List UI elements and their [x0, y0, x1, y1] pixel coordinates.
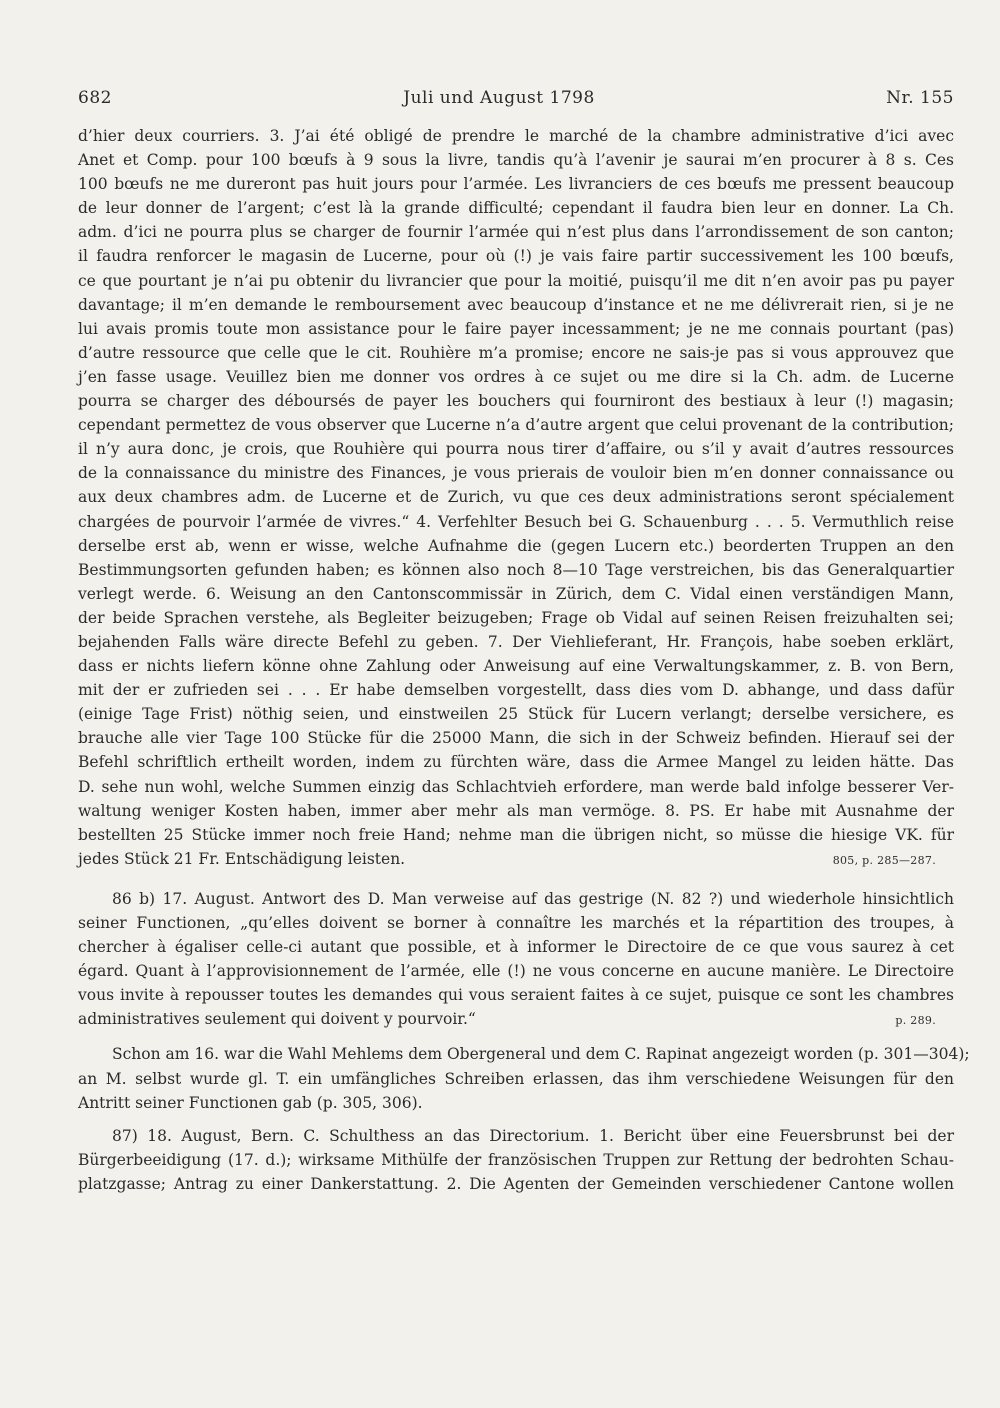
text-line-with-reference: [78, 847, 954, 873]
text-line: bestellten 25 Stücke immer noch freie Hand; nehme man die übrigen nicht, so müsse die hiesige VK. für: [78, 825, 954, 844]
text-line: verlegt werde. 6. Weisung an den Cantonscommissär in Zürich, dem C. Vidal einen verständigen Mann,: [78, 584, 954, 603]
paragraph-1: [78, 124, 954, 873]
text-line: d’hier deux courriers. 3. J’ai été obligé de prendre le marché de la chambre administrative d’ici avec: [78, 127, 954, 145]
text-line: de la connaissance du ministre des Finances, je vous prierais de vouloir bien m’en donner connaissance ou: [78, 464, 954, 483]
text-line: administratives seulement qui doivent y pourvoir.“: [78, 1010, 476, 1029]
text-line: ce que pourtant je n’ai pu obtenir du livrancier que pour la moitié, puisqu’il me dit n’en avoir pas pu payer: [78, 271, 954, 290]
text-line: aux deux chambres adm. de Lucerne et de Zurich, vu que ces deux administrations seront spécialement: [78, 488, 954, 507]
text-line: Bürgerbeeidigung (17. d.); wirksame Mithülfe der französischen Truppen zur Rettung der bedrohten Schau-: [78, 1150, 954, 1169]
issue-number: Nr. 155: [886, 88, 954, 108]
source-reference: 805, p. 285—287.: [832, 853, 936, 867]
text-line: chercher à égaliser celle-ci autant que possible, et à informer le Directoire de ce que vous saurez à cet: [78, 938, 954, 957]
text-line: Schon am 16. war die Wahl Mehlems dem Obergeneral und dem C. Rapinat angezeigt worden (p. 301—304);: [112, 1045, 970, 1064]
text-line: Antritt seiner Functionen gab (p. 305, 306).: [78, 1093, 423, 1112]
text-line: an M. selbst wurde gl. T. ein umfängliches Schreiben erlassen, das ihm verschiedene Weisungen für den: [78, 1069, 954, 1088]
text-line: lui avais promis toute mon assistance pour le faire payer incessamment; je ne me connais pourtant (pas): [78, 319, 954, 338]
paragraph-4: [78, 1124, 954, 1196]
paragraph-3: [78, 1042, 970, 1114]
text-line: chargées de pourvoir l’armée de vivres.“ 4. Verfehlter Besuch bei G. Schauenburg . . . 5. Vermuthlich reise: [78, 512, 954, 531]
page-number: 682: [78, 88, 112, 108]
text-line: brauche alle vier Tage 100 Stücke für die 25000 Mann, die sich in der Schweiz befinden. Hierauf sei der: [78, 729, 954, 748]
text-line: pourra se charger des déboursés de payer les bouchers qui fourniront des bestiaux à leur (!) magasin;: [78, 392, 954, 411]
text-line: Befehl schriftlich ertheilt worden, indem zu fürchten wäre, dass die Armee Mangel zu leiden hätte. Das: [78, 753, 954, 772]
text-line: der beide Sprachen verstehe, als Begleiter beizugeben; Frage ob Vidal auf seinen Reisen freizuhalten sei;: [78, 608, 954, 627]
text-line: 87) 18. August, Bern. C. Schulthess an das Directorium. 1. Bericht über eine Feuersbrunst bei der: [112, 1126, 954, 1145]
text-line: j’en fasse usage. Veuillez bien me donner vos ordres à ce sujet ou me dire si la Ch. adm. de Lucerne: [78, 367, 954, 386]
text-line: bejahenden Falls wäre directe Befehl zu geben. 7. Der Viehlieferant, Hr. François, habe soeben erklärt,: [78, 632, 954, 651]
text-line-with-reference: [78, 1007, 954, 1033]
text-line: D. sehe nun wohl, welche Summen einzig das Schlachtvieh erfordere, man werde bald infolge besserer Ver-: [78, 777, 954, 796]
text-line: platzgasse; Antrag zu einer Dankerstattung. 2. Die Agenten der Gemeinden verschiedener Cantone wollen: [78, 1174, 954, 1193]
text-line: de leur donner de l’argent; c’est là la grande difficulté; cependant il faudra bien leur en donner. La Ch.: [78, 199, 954, 218]
text-line: mit der er zufrieden sei . . . Er habe demselben vorgestellt, dass dies vom D. abhange, und dass dafür: [78, 681, 954, 700]
source-reference: p. 289.: [895, 1014, 936, 1028]
text-line: 86 b) 17. August. Antwort des D. Man verweise auf das gestrige (N. 82 ?) und wiederhole hinsichtlich: [112, 889, 954, 908]
running-header: [78, 88, 954, 108]
text-line: jedes Stück 21 Fr. Entschädigung leisten.: [78, 849, 406, 868]
text-line: d’autre ressource que celle que le cit. Rouhière m’a promise; encore ne sais-je pas si vous approuvez que: [78, 343, 954, 362]
text-line: dass er nichts liefern könne ohne Zahlung oder Anweisung auf eine Verwaltungskammer, z. B. von Bern,: [78, 657, 954, 676]
text-line: cependant permettez de vous observer que Lucerne n’a d’autre argent que celui provenant de la contribution;: [78, 416, 954, 435]
text-line: Anet et Comp. pour 100 bœufs à 9 sous la livre, tandis qu’à l’avenir je saurai m’en procurer à 8 s. Ces: [78, 151, 954, 170]
text-line: égard. Quant à l’approvisionnement de l’armée, elle (!) ne vous concerne en aucune manière. Le Directoire: [78, 962, 954, 981]
text-line: il n’y aura donc, je crois, que Rouhière qui pourra nous tirer d’affaire, ou s’il y avait d’autres ressources: [78, 440, 954, 459]
text-line: adm. d’ici ne pourra plus se charger de fournir l’armée qui n’est plus dans l’arrondissement de son canton;: [78, 223, 954, 242]
text-line: il faudra renforcer le magasin de Lucerne, pour où (!) je vais faire partir successivement les 100 bœufs,: [78, 247, 954, 266]
text-line: davantage; il m’en demande le remboursement avec beaucoup d’instance et ne me délivrerait rien, si je ne: [78, 295, 954, 314]
text-line: 100 bœufs ne me dureront pas huit jours pour l’armée. Les livranciers de ces bœufs me pressent beaucoup: [78, 175, 954, 194]
running-title: Juli und August 1798: [403, 88, 595, 108]
text-line: waltung weniger Kosten haben, immer aber mehr als man vermöge. 8. PS. Er habe mit Ausnahme der: [78, 801, 954, 820]
text-line: Bestimmungsorten gefunden haben; es können also noch 8—10 Tage verstreichen, bis das Generalquartier: [78, 560, 954, 579]
text-line: derselbe erst ab, wenn er wisse, welche Aufnahme die (gegen Lucern etc.) beorderten Truppen an den: [78, 536, 954, 555]
text-line: seiner Functionen, „qu’elles doivent se borner à connaître les marchés et la répartition des troupes, à: [78, 914, 954, 932]
paragraph-2: [78, 887, 954, 1034]
text-line: vous invite à repousser toutes les demandes qui vous seraient faites à ce sujet, puisque ce sont les chambres: [78, 986, 954, 1005]
text-line: (einige Tage Frist) nöthig seien, und einstweilen 25 Stück für Lucern verlangt; derselbe versichere, es: [78, 705, 954, 724]
